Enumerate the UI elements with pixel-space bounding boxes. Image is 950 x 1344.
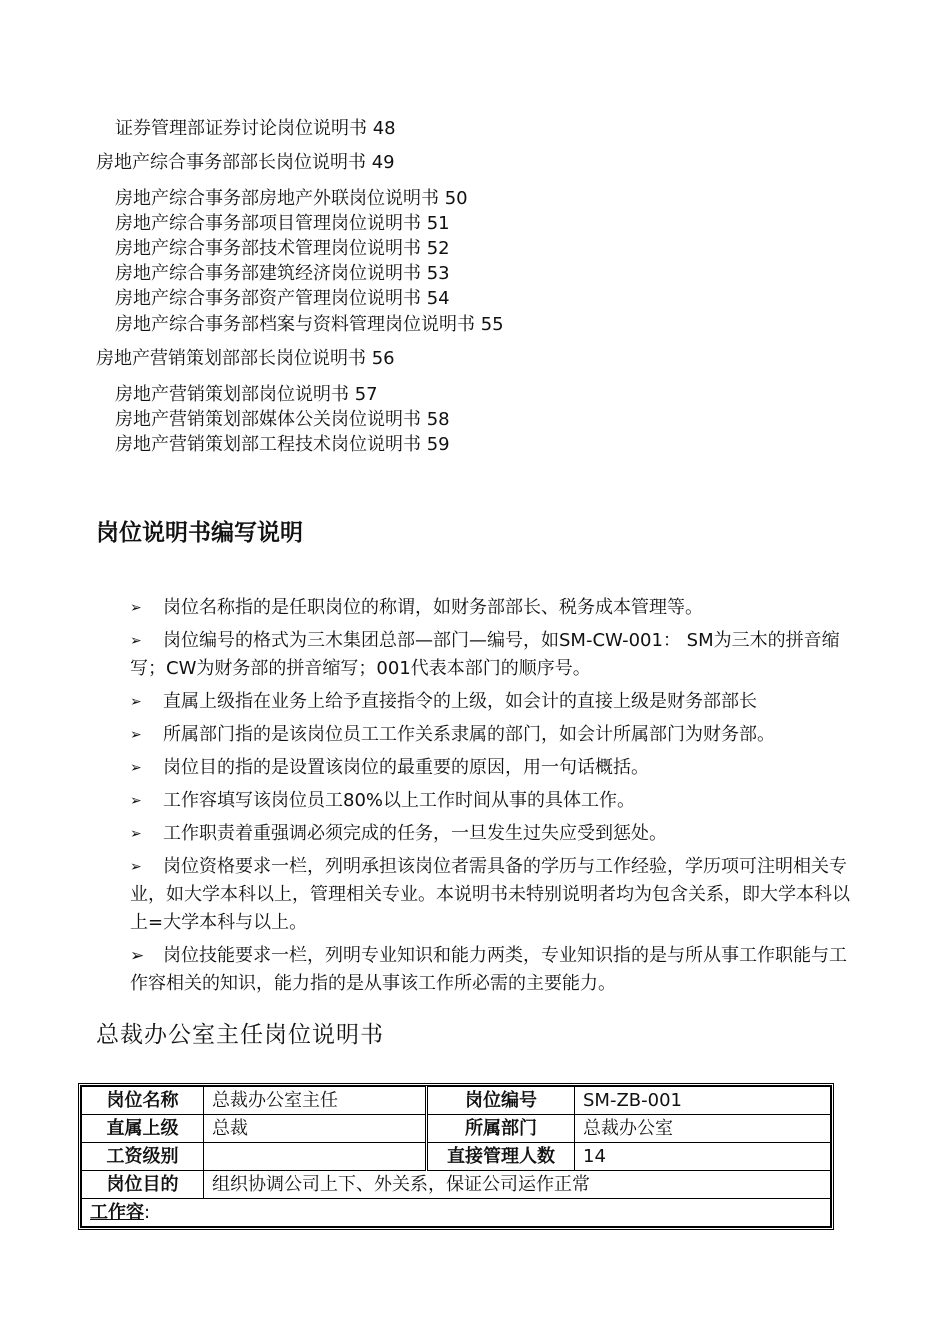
list-item bbox=[130, 820, 855, 848]
toc-entry-text: 房地产综合事务部档案与资料管理岗位说明书 bbox=[115, 314, 475, 335]
toc-entry[interactable] bbox=[96, 151, 395, 175]
arrow-bullet-icon: ➢ bbox=[130, 826, 142, 842]
list-item bbox=[130, 594, 855, 622]
toc-entry-page: 52 bbox=[421, 238, 450, 259]
toc-entry[interactable] bbox=[115, 262, 450, 286]
list-item-text: 岗位名称指的是任职岗位的称谓，如财务部部长、税务成本管理等。 bbox=[163, 597, 703, 618]
toc-entry-text: 房地产综合事务部技术管理岗位说明书 bbox=[115, 238, 421, 259]
arrow-bullet-icon: ➢ bbox=[130, 694, 142, 710]
toc-entry-page: 49 bbox=[366, 152, 395, 173]
toc-entry-page: 51 bbox=[421, 213, 450, 234]
table-label-cell: 直属上级 bbox=[82, 1115, 204, 1143]
toc-entry-page: 59 bbox=[421, 434, 450, 455]
table-row bbox=[82, 1115, 831, 1143]
table-label-cell: 所属部门 bbox=[427, 1115, 575, 1143]
list-item-text: 岗位目的指的是设置该岗位的最重要的原因，用一句话概括。 bbox=[163, 757, 649, 778]
toc-entry-text: 房地产综合事务部项目管理岗位说明书 bbox=[115, 213, 421, 234]
work-content-colon: : bbox=[144, 1201, 151, 1223]
toc-entry[interactable] bbox=[115, 117, 396, 141]
toc-entry-text: 房地产营销策划部工程技术岗位说明书 bbox=[115, 434, 421, 455]
table-value-cell: 组织协调公司上下、外关系，保证公司运作正常 bbox=[204, 1171, 831, 1199]
list-item bbox=[130, 942, 855, 998]
list-item bbox=[130, 754, 855, 782]
toc-entry-text: 房地产营销策划部岗位说明书 bbox=[115, 384, 349, 405]
toc-entry-text: 证券管理部证券讨论岗位说明书 bbox=[115, 118, 367, 139]
list-item-text: 直属上级指在业务上给予直接指令的上级，如会计的直接上级是财务部部长 bbox=[163, 691, 757, 712]
table-label-cell: 岗位编号 bbox=[427, 1087, 575, 1115]
toc-entry-text: 房地产综合事务部部长岗位说明书 bbox=[96, 152, 366, 173]
table-row bbox=[82, 1199, 831, 1227]
list-item-text: 岗位技能要求一栏，列明专业知识和能力两类，专业知识指的是与所从事工作职能与工作容相关的知识，能力指的是从事该工作所必需的主要能力。 bbox=[130, 945, 847, 994]
table-value-cell: 总裁 bbox=[204, 1115, 427, 1143]
list-item bbox=[130, 853, 855, 937]
toc-entry-page: 53 bbox=[421, 263, 450, 284]
table-label-cell: 工资级别 bbox=[82, 1143, 204, 1171]
toc-entry[interactable] bbox=[115, 408, 450, 432]
instructions-list bbox=[130, 594, 855, 1003]
table-value-cell bbox=[204, 1143, 427, 1171]
toc-entry[interactable] bbox=[115, 383, 378, 407]
list-item-text: 工作容填写该岗位员工80%以上工作时间从事的具体工作。 bbox=[163, 790, 636, 811]
toc-entry-text: 房地产营销策划部部长岗位说明书 bbox=[96, 348, 366, 369]
arrow-bullet-icon: ➢ bbox=[130, 633, 142, 649]
toc-entry[interactable] bbox=[115, 237, 450, 261]
toc-entry-page: 58 bbox=[421, 409, 450, 430]
job-info-table bbox=[78, 1083, 834, 1230]
list-item-text: 所属部门指的是该岗位员工工作关系隶属的部门，如会计所属部门为财务部。 bbox=[163, 724, 775, 745]
list-item-text: 工作职责着重强调必须完成的任务，一旦发生过失应受到惩处。 bbox=[163, 823, 667, 844]
document-title: 总裁办公室主任岗位说明书 bbox=[96, 1022, 384, 1048]
list-item bbox=[130, 721, 855, 749]
toc-entry-page: 54 bbox=[421, 288, 450, 309]
table-value-cell: 总裁办公室主任 bbox=[204, 1087, 427, 1115]
table-label-cell: 岗位名称 bbox=[82, 1087, 204, 1115]
toc-entry-text: 房地产营销策划部媒体公关岗位说明书 bbox=[115, 409, 421, 430]
toc-entry-page: 48 bbox=[367, 118, 396, 139]
table-label-cell: 直接管理人数 bbox=[427, 1143, 575, 1171]
list-item bbox=[130, 688, 855, 716]
table-label-cell: 岗位目的 bbox=[82, 1171, 204, 1199]
toc-entry-page: 57 bbox=[349, 384, 378, 405]
section-heading: 岗位说明书编写说明 bbox=[96, 520, 303, 546]
table-value-cell: 14 bbox=[575, 1143, 831, 1171]
table-value-cell: 总裁办公室 bbox=[575, 1115, 831, 1143]
work-content-label: 工作容 bbox=[90, 1201, 144, 1223]
list-item-text: 岗位编号的格式为三木集团总部—部门—编号，如SM-CW-001： SM为三木的拼音缩写；CW为财务部的拼音缩写；001代表本部门的顺序号。 bbox=[130, 630, 840, 679]
toc-entry[interactable] bbox=[115, 287, 450, 311]
toc-entry[interactable] bbox=[115, 187, 468, 211]
arrow-bullet-icon: ➢ bbox=[130, 727, 142, 743]
toc-entry[interactable] bbox=[115, 433, 450, 457]
table-row bbox=[82, 1087, 831, 1115]
toc-entry-page: 56 bbox=[366, 348, 395, 369]
arrow-bullet-icon: ➢ bbox=[130, 760, 142, 776]
toc-entry[interactable] bbox=[96, 347, 395, 371]
table-value-cell: SM-ZB-001 bbox=[575, 1087, 831, 1115]
toc-entry[interactable] bbox=[115, 212, 450, 236]
toc-entry-page: 55 bbox=[475, 314, 504, 335]
toc-entry-page: 50 bbox=[439, 188, 468, 209]
arrow-bullet-icon: ➢ bbox=[130, 600, 142, 616]
arrow-bullet-icon: ➢ bbox=[130, 793, 142, 809]
toc-entry-text: 房地产综合事务部建筑经济岗位说明书 bbox=[115, 263, 421, 284]
arrow-bullet-icon: ➢ bbox=[130, 859, 142, 875]
table-row bbox=[82, 1171, 831, 1199]
arrow-bullet-icon: ➢ bbox=[130, 946, 145, 966]
list-item bbox=[130, 627, 855, 683]
toc-entry-text: 房地产综合事务部资产管理岗位说明书 bbox=[115, 288, 421, 309]
work-content-cell bbox=[82, 1199, 831, 1227]
toc-entry-text: 房地产综合事务部房地产外联岗位说明书 bbox=[115, 188, 439, 209]
list-item-text: 岗位资格要求一栏，列明承担该岗位者需具备的学历与工作经验，学历项可注明相关专业，如大学本科以上，管理相关专业。本说明书未特别说明者均为包含关系，即大学本科以上=大学本科与以上。 bbox=[130, 856, 850, 933]
list-item bbox=[130, 787, 855, 815]
table-row bbox=[82, 1143, 831, 1171]
toc-entry[interactable] bbox=[115, 313, 504, 337]
